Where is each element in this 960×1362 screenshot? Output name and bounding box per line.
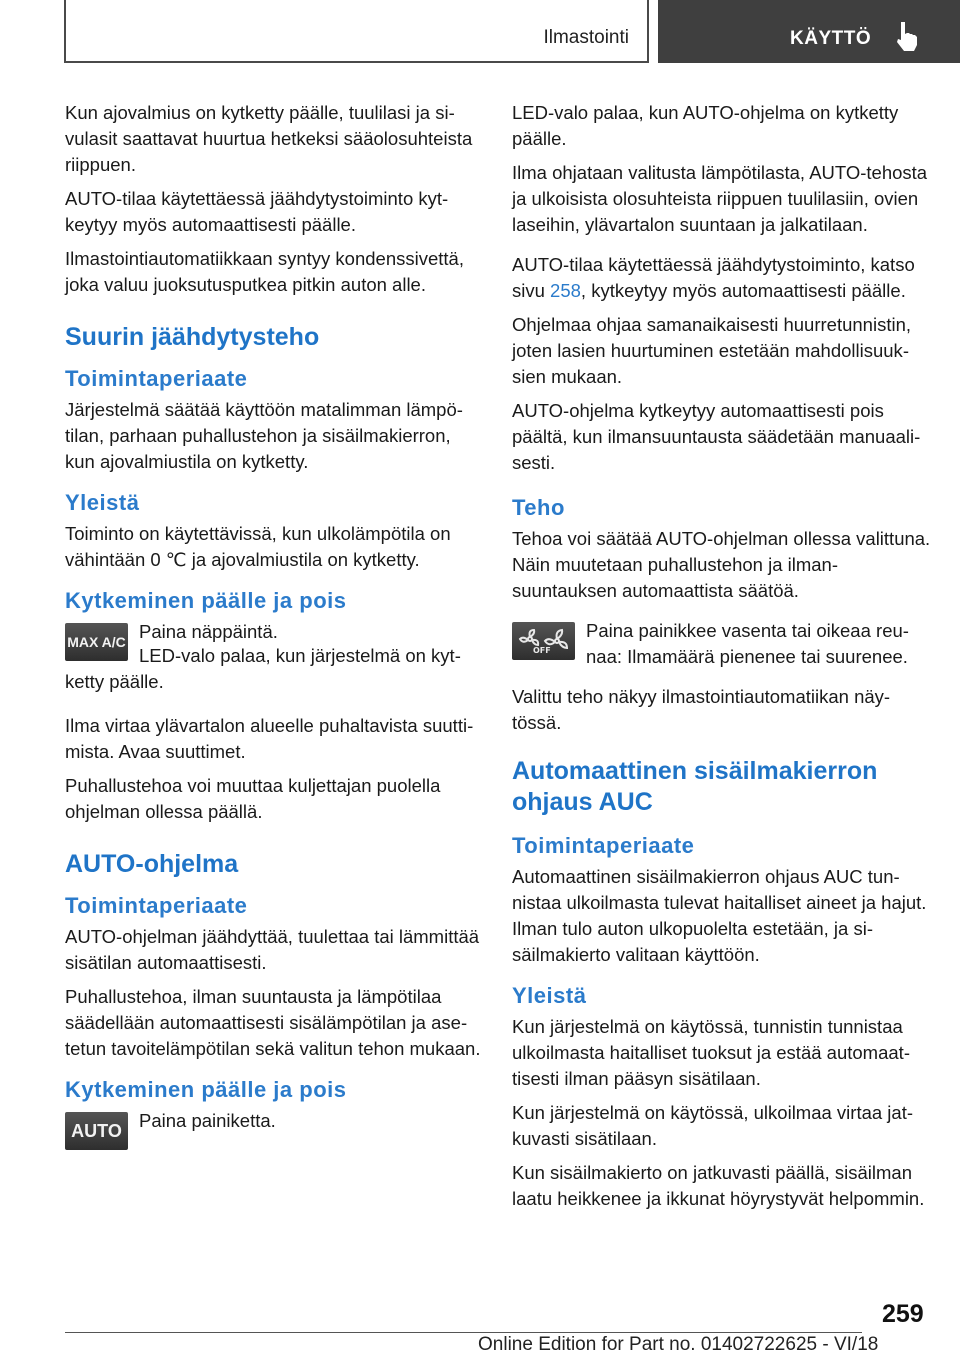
header-section-title: Ilmastointi (543, 27, 629, 48)
heading-auc: Automaattinen sisäilmakierron ohjaus AUC (512, 757, 878, 816)
auto-instruction (65, 1108, 483, 1158)
paragraph: Automaattinen sisäilmakierron ohjaus AUC tunnistaa ulkoilmasta tulevat haitalliset aineet ja hajut. Ilman tulo auton ulkopuolelta estetään, ja sisäilmakierto valitaan käyttöön. (512, 866, 927, 965)
text: , kytkeytyy myös automaattisesti päälle. (580, 280, 906, 301)
footer-divider (65, 1332, 862, 1333)
text: AUTO-tilaa käytettäessä jäähdytystoiminto, katso sivu (512, 254, 915, 301)
header-chapter-tab (658, 0, 960, 63)
paragraph: Paina painikkee vasenta tai oikeaa reunaa: Ilmamäärä pienenee tai suurenee. (586, 620, 909, 667)
paragraph: LED-valo palaa, kun järjestelmä on kytketty päälle. (65, 645, 461, 692)
paragraph: AUTO-ohjelma kytkeytyy automaattisesti pois päältä, kun ilmansuuntausta säädetään manuaalisesti. (512, 400, 921, 473)
header-chapter-title: KÄYTTÖ (790, 28, 872, 49)
paragraph: Puhallustehoa voi muuttaa kuljettajan puolella ohjelman ollessa päällä. (65, 775, 441, 822)
paragraph: Ilmastointiautomatiikkaan syntyy kondenssivettä, joka valuu juoksutusputkea pitkin auton alle. (65, 248, 464, 295)
header-section-box (64, 0, 649, 63)
paragraph (512, 252, 932, 304)
paragraph: Kun ajovalmius on kytketty päälle, tuulilasi ja sivulasit saattavat huurtua hetkeksi sääolosuhteista riippuen. (65, 102, 473, 175)
paragraph: Puhallustehoa, ilman suuntausta ja lämpötilaa säädellään automaattisesti sisälämpötilan ja asetetun tavoitelämpötilan sekä valitun tehon mukaan. (65, 986, 481, 1059)
subheading-power: Teho (512, 495, 565, 520)
paragraph: Paina näppäintä. (139, 621, 278, 642)
paragraph: Ilma virtaa ylävartalon alueelle puhaltavista suuttimista. Avaa suuttimet. (65, 715, 474, 762)
heading-auto-program: AUTO-ohjelma (65, 850, 239, 878)
paragraph: Ohjelmaa ohjaa samanaikaisesti huurretunnistin, joten lasien huurtuminen estetään mahdollisuuksien mukaan. (512, 314, 911, 387)
paragraph: AUTO-ohjelman jäähdyttää, tuulettaa tai lämmittää sisätilan automaattisesti. (65, 926, 480, 973)
auto-button-icon: AUTO (65, 1112, 128, 1150)
subheading-general: Yleistä (65, 490, 140, 515)
paragraph: Ilma ohjataan valitusta lämpötilasta, AUTO-tehosta ja ulkoisista olosuhteista riippuen tuulilasiin, ovien laseihin, ylävartalon suuntaan ja jalkatilaan. (512, 162, 928, 235)
fan-off-icon (512, 622, 575, 660)
paragraph: Valittu teho näkyy ilmastointiautomatiikan näytössä. (512, 686, 891, 733)
page-reference-link[interactable]: 258 (550, 280, 581, 301)
paragraph: LED-valo palaa, kun AUTO-ohjelma on kytketty päälle. (512, 102, 899, 149)
paragraph: Kun järjestelmä on käytössä, tunnistin tunnistaa ulkoilmasta haitalliset tuoksut ja estää automaattisesti ilman pääsyn sisätilaan. (512, 1016, 910, 1089)
paragraph: Toiminto on käytettävissä, kun ulkolämpötila on vähintään 0 ℃ ja ajovalmiustila on kytketty. (65, 523, 451, 570)
heading-max-cooling: Suurin jäähdytysteho (65, 323, 320, 351)
subheading-principle: Toimintaperiaate (65, 366, 248, 391)
subheading-general: Yleistä (512, 983, 587, 1008)
max-ac-button-icon: MAX A/C (65, 623, 128, 661)
subheading-principle: Toimintaperiaate (65, 893, 248, 918)
paragraph: Paina painiketta. (139, 1110, 276, 1131)
subheading-principle: Toimintaperiaate (512, 833, 695, 858)
paragraph: Kun sisäilmakierto on jatkuvasti päällä, sisäilman laatu heikkenee ja ikkunat höyrystyvät helpommin. (512, 1162, 925, 1209)
footer-edition-text: Online Edition for Part no. 01402722625 - VI/18 (478, 1334, 879, 1355)
fan-instruction (512, 618, 932, 670)
max-ac-instruction (65, 619, 483, 669)
right-column (512, 100, 932, 1220)
pointing-hand-icon (894, 20, 920, 52)
subheading-switch-on-off: Kytkeminen päälle ja pois (65, 1077, 347, 1102)
paragraph: Kun järjestelmä on käytössä, ulkoilmaa virtaa jatkuvasti sisätilaan. (512, 1102, 914, 1149)
page-number: 259 (882, 1300, 924, 1328)
paragraph: AUTO-tilaa käytettäessä jäähdytystoiminto kytkeytyy myös automaattisesti päälle. (65, 188, 449, 235)
paragraph: Tehoa voi säätää AUTO-ohjelman ollessa valittuna. Näin muutetaan puhallustehon ja ilmansuuntauksen automaattista säätöä. (512, 528, 931, 601)
svg-text:OFF: OFF (532, 646, 551, 655)
paragraph: Järjestelmä säätää käyttöön matalimman lämpötilan, parhaan puhallustehon ja sisäilmakierron, kun ajovalmiustila on kytketty. (65, 399, 463, 472)
subheading-switch-on-off: Kytkeminen päälle ja pois (65, 588, 347, 613)
left-column (65, 100, 483, 1166)
